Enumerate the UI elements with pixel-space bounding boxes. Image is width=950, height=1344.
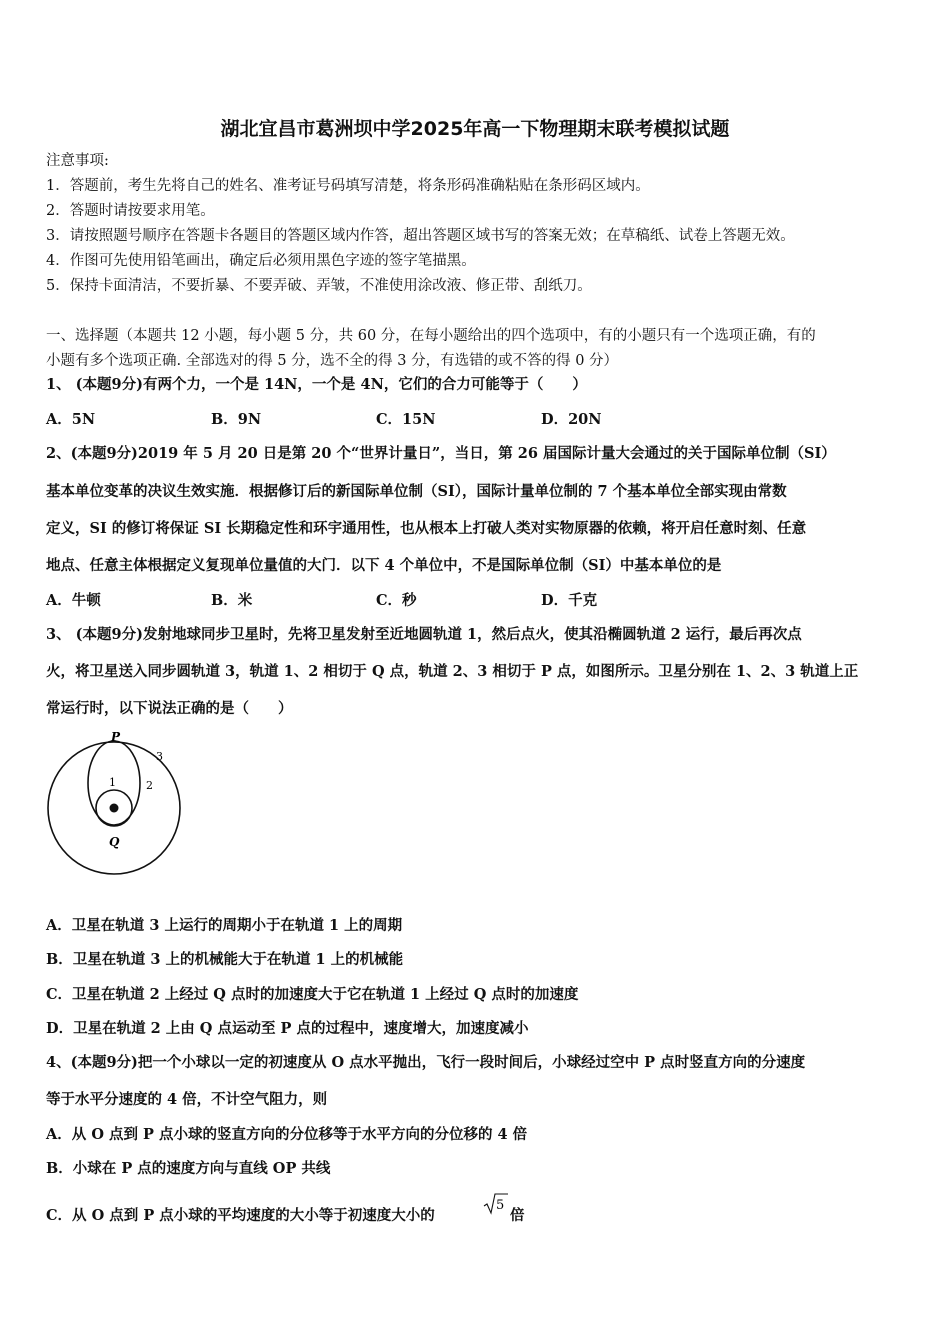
sqrt-symbol	[483, 1192, 509, 1216]
orbit-3-label: 3	[156, 750, 163, 763]
q1-option-b	[211, 411, 261, 429]
q3-option-b	[46, 951, 403, 969]
option-label: A．	[46, 411, 72, 428]
option-text: 卫星在轨道 3 上运行的周期小于在轨道 1 上的周期	[71, 917, 403, 934]
notice-item: 2．答题时请按要求用笔。	[46, 203, 215, 219]
notice-item: 4．作图可先使用铅笔画出，确定后必须用黑色字迹的签字笔描黑。	[46, 253, 476, 269]
section-instruction-line: 一、选择题（本题共 12 小题，每小题 5 分，共 60 分，在每小题给出的四个选项中，有的小题只有一个选项正确，有的	[46, 328, 816, 344]
notice-item: 3．请按照题号顺序在答题卡各题目的答题区域内作答，超出答题区域书写的答案无效；在草稿纸、试卷上答题无效。	[46, 228, 795, 244]
question-4-line: 等于水平分速度的 4 倍，不计空气阻力，则	[46, 1091, 328, 1108]
q2-option-c	[376, 592, 417, 610]
point-p-label: P	[111, 730, 121, 744]
page-title: 湖北宜昌市葛洲坝中学2025年高一下物理期末联考模拟试题	[220, 118, 730, 140]
question-2-line: 2、(本题9分)2019 年 5 月 20 日是第 20 个“世界计量日”，当日，第 26 届国际计量大会通过的关于国际单位制（SI）	[46, 445, 836, 462]
question-4-line: 4、(本题9分)把一个小球以一定的初速度从 O 点水平抛出，飞行一段时间后，小球经过空中 P 点时竖直方向的分速度	[46, 1054, 806, 1071]
option-text: 9N	[237, 411, 262, 428]
question-2-line: 地点、任意主体根据定义复现单位量值的大门．以下 4 个单位中，不是国际单位制（SI）中基本单位的是	[46, 557, 722, 574]
option-text: 15N	[402, 411, 436, 428]
option-text: 20N	[568, 411, 602, 428]
section-instruction-line: 小题有多个选项正确. 全部选对的得 5 分，选不全的得 3 分，有选错的或不答的得 0 分）	[46, 353, 619, 369]
q4-option-c	[46, 1207, 435, 1225]
option-label: B．	[211, 592, 238, 609]
option-label: A．	[46, 592, 72, 609]
option-label: C．	[376, 592, 403, 609]
option-text: 小球在 P 点的速度方向与直线 OP 共线	[72, 1160, 331, 1177]
question-3-line: 常运行时，以下说法正确的是（ ）	[46, 700, 293, 717]
option-text: 卫星在轨道 2 上经过 Q 点时的加速度大于它在轨道 1 上经过 Q 点时的加速度	[72, 986, 579, 1003]
option-label: B．	[211, 411, 238, 428]
q3-option-c	[46, 986, 578, 1004]
sqrt-radicand: 5	[496, 1198, 505, 1213]
option-text: 秒	[402, 592, 417, 609]
q4-option-c-suffix	[510, 1207, 525, 1225]
option-label: C．	[376, 411, 403, 428]
option-text: 千克	[568, 592, 598, 609]
option-text: 米	[237, 592, 253, 609]
orbit-diagram	[46, 728, 186, 878]
option-text-suffix: 倍	[510, 1207, 525, 1224]
point-q-label: Q	[109, 835, 120, 849]
orbit-2-label: 2	[146, 779, 153, 792]
q1-option-d	[541, 411, 602, 429]
option-label: C．	[46, 1207, 73, 1224]
option-label: D．	[541, 592, 569, 609]
option-text: 从 O 点到 P 点小球的平均速度的大小等于初速度大小的	[72, 1207, 435, 1224]
question-1-stem: 1、 (本题9分)有两个力，一个是 14N，一个是 4N，它们的合力可能等于（ ）	[46, 376, 587, 393]
question-2-line: 定义，SI 的修订将保证 SI 长期稳定性和环宇通用性，也从根本上打破人类对实物原器的依赖，将开启任意时刻、任意	[46, 520, 807, 537]
question-2-line: 基本单位变革的决议生效实施．根据修订后的新国际单位制（SI），国际计量单位制的 7 个基本单位全部实现由常数	[46, 483, 787, 500]
option-text: 牛顿	[71, 592, 101, 609]
q2-option-a	[46, 592, 101, 610]
option-text: 卫星在轨道 2 上由 Q 点运动至 P 点的过程中，速度增大，加速度减小	[73, 1020, 529, 1037]
notice-item: 1．答题前，考生先将自己的姓名、准考证号码填写清楚，将条形码准确粘贴在条形码区域内。	[46, 178, 650, 194]
option-label: A．	[46, 917, 72, 934]
orbit-1-label: 1	[109, 776, 116, 789]
q3-option-a	[46, 917, 402, 935]
question-3-line: 火，将卫星送入同步圆轨道 3，轨道 1、2 相切于 Q 点，轨道 2、3 相切于 P 点，如图所示。卫星分别在 1、2、3 轨道上正	[46, 663, 859, 680]
option-label: D．	[541, 411, 569, 428]
option-label: C．	[46, 986, 73, 1003]
option-text: 卫星在轨道 3 上的机械能大于在轨道 1 上的机械能	[72, 951, 404, 968]
notice-heading: 注意事项:	[46, 153, 109, 169]
earth-dot	[110, 804, 119, 813]
q3-option-d	[46, 1020, 529, 1038]
option-label: A．	[46, 1126, 72, 1143]
q1-option-c	[376, 411, 435, 429]
option-label: D．	[46, 1020, 74, 1037]
q2-option-b	[211, 592, 252, 610]
notice-item: 5．保持卡面清洁，不要折暴、不要弄破、弄皱，不准使用涂改液、修正带、刮纸刀。	[46, 278, 592, 294]
q1-option-a	[46, 411, 95, 429]
q4-option-b	[46, 1160, 330, 1178]
option-label: B．	[46, 1160, 73, 1177]
option-text: 5N	[71, 411, 96, 428]
q2-option-d	[541, 592, 597, 610]
option-label: B．	[46, 951, 73, 968]
question-3-line: 3、 (本题9分)发射地球同步卫星时，先将卫星发射至近地圆轨道 1，然后点火，使其沿椭圆轨道 2 运行，最后再次点	[46, 626, 802, 643]
option-text: 从 O 点到 P 点小球的竖直方向的分位移等于水平方向的分位移的 4 倍	[71, 1126, 528, 1143]
q4-option-a	[46, 1126, 527, 1144]
